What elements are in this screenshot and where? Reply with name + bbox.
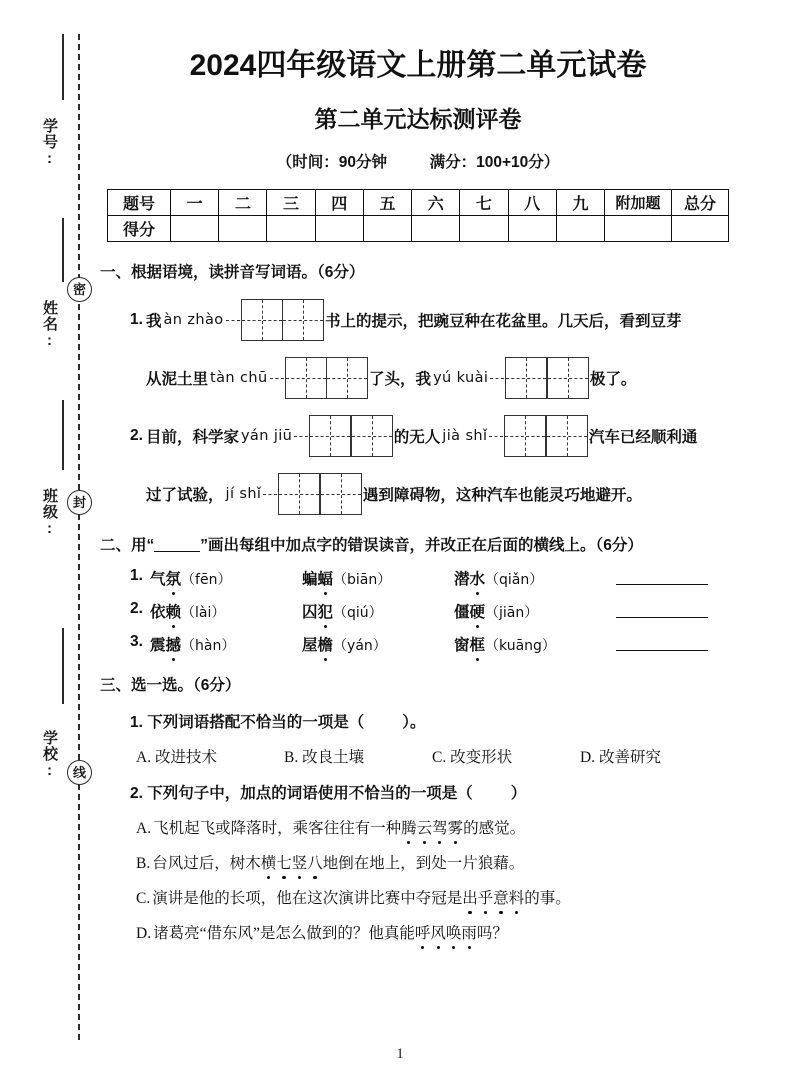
- seal-rule-1: [62, 34, 64, 100]
- section-two-heading-a: 二、用“: [100, 537, 155, 555]
- field-school[interactable]: 学校:: [41, 730, 58, 780]
- col-head-7: 七: [460, 190, 508, 216]
- col-head-total: 总分: [672, 190, 729, 216]
- pron-dotted-char: 氛: [166, 567, 182, 589]
- col-head-4: 四: [315, 190, 363, 216]
- option-b[interactable]: B. 改良土壤: [284, 749, 365, 767]
- option-label: B.: [136, 855, 151, 873]
- section-three-q2-stem: [100, 781, 736, 803]
- col-head-3: 三: [267, 190, 315, 216]
- q2-text-e: 遇到障碍物，这种汽车也能灵巧地避开。: [362, 487, 642, 505]
- q1-text-e: 极了。: [589, 371, 637, 389]
- seal-rule-3: [62, 400, 64, 470]
- pron-item[interactable]: [302, 600, 454, 622]
- leader-dash: [226, 320, 240, 321]
- leader-dash: [490, 378, 504, 379]
- option-a[interactable]: A. 改进技术: [136, 749, 217, 767]
- dotted-char: 腾: [401, 816, 417, 838]
- score-cell-4[interactable]: [315, 216, 363, 242]
- option-label: C.: [136, 890, 151, 908]
- tian-zi-ge-answer-box[interactable]: [504, 415, 588, 457]
- option-a[interactable]: [100, 816, 736, 838]
- pron-pinyin: （hàn）: [181, 638, 236, 655]
- section-three-q1-stem: [100, 710, 736, 732]
- seal-circle-mi: 密: [67, 277, 92, 302]
- pron-dotted-char: 檐: [318, 633, 334, 655]
- option-d[interactable]: [100, 921, 736, 943]
- pron-item[interactable]: [454, 567, 606, 589]
- option-post: 的感觉。: [463, 820, 526, 838]
- pron-pinyin: （kuāng）: [485, 638, 556, 655]
- exam-duration: （时间：90分钟: [276, 154, 387, 171]
- q1-pinyin-c: yú kuài: [433, 370, 489, 387]
- field-student-name[interactable]: 姓名:: [41, 300, 58, 350]
- pron-dotted-char: 框: [470, 633, 486, 655]
- tian-zi-ge-answer-box[interactable]: [505, 357, 589, 399]
- option-label: D.: [136, 925, 152, 943]
- exam-meta: [100, 150, 736, 172]
- page-subtitle: 第二单元达标测评卷: [314, 106, 522, 132]
- tian-zi-ge-answer-box[interactable]: [285, 357, 369, 399]
- q2-stem-a: 下列句子中，加点的词语使用不恰当的一项是（: [147, 785, 473, 803]
- leader-dash: [294, 436, 308, 437]
- score-cell-6[interactable]: [412, 216, 460, 242]
- page-number: 1: [396, 1046, 404, 1062]
- field-student-id[interactable]: 学号:: [41, 118, 58, 168]
- pron-dotted-char: 犯: [318, 600, 334, 622]
- dotted-char: 驾: [432, 816, 448, 838]
- pron-pre: 屋: [302, 637, 318, 655]
- q2-text-c: 汽车已经顺利通: [588, 429, 698, 447]
- exam-content: [100, 0, 736, 943]
- q2-pinyin-b: jià shǐ: [442, 428, 488, 445]
- pron-pinyin: （yán）: [333, 638, 387, 655]
- q1-stem-b: ）。: [402, 714, 426, 732]
- pron-item[interactable]: [302, 567, 454, 589]
- page-title: 2024四年级语文上册第二单元试卷: [189, 49, 647, 82]
- score-table: [107, 189, 729, 242]
- pron-pre: 震: [150, 637, 166, 655]
- option-dotted-idiom: [401, 820, 463, 837]
- question-number: 1.: [130, 714, 143, 732]
- table-row-scores: [108, 216, 729, 242]
- q2-text-a: 目前，科学家: [145, 429, 239, 447]
- pron-pinyin: （fēn）: [181, 572, 232, 589]
- dotted-char: 雾: [448, 816, 464, 838]
- exam-total-score: 满分：100+10分）: [429, 154, 560, 171]
- q2-text-d: 过了试验，: [146, 487, 224, 505]
- col-head-2: 二: [219, 190, 267, 216]
- score-cell-bonus[interactable]: [605, 216, 672, 242]
- score-cell-total[interactable]: [672, 216, 729, 242]
- option-post: 的事。: [524, 890, 571, 908]
- pron-item[interactable]: [302, 633, 454, 655]
- dotted-char: 唤: [446, 921, 462, 943]
- q1-text-a: 我: [145, 313, 162, 331]
- score-cell-5[interactable]: [363, 216, 411, 242]
- row-label-score: 得分: [108, 216, 171, 242]
- pron-pre: 窗: [454, 637, 470, 655]
- section-three-q1-options: [100, 745, 736, 767]
- option-pre: 飞机起飞或降落时，乘客往往有一种: [153, 820, 402, 838]
- question-number: 1.: [130, 311, 143, 329]
- seal-rule-2: [62, 218, 64, 282]
- pron-pre: 僵: [454, 604, 470, 622]
- section-two-heading-b: ”画出每组中加点字的错误读音，并改正在后面的横线上。（6分）: [200, 537, 643, 555]
- col-head-6: 六: [412, 190, 460, 216]
- col-head-8: 八: [508, 190, 556, 216]
- question-number: 2.: [130, 600, 143, 618]
- q2-text-b: 的无人: [393, 429, 441, 447]
- col-head-9: 九: [556, 190, 604, 216]
- q1-text-d: 了头，我: [369, 371, 432, 389]
- question-number: 2.: [130, 427, 143, 445]
- pron-pre: 蝙: [302, 571, 318, 589]
- question-number: 3.: [130, 633, 143, 651]
- dotted-char: 雨: [461, 921, 477, 943]
- pron-pre: 潜: [454, 571, 470, 589]
- seal-margin: [0, 0, 96, 1083]
- option-post: 地倒在地上，到处一片狼藉。: [322, 855, 525, 873]
- answer-line[interactable]: [616, 633, 708, 651]
- section-three-heading: 三、选一选。（6分）: [100, 677, 241, 695]
- option-pre: 演讲是他的长项，他在这次演讲比赛中夺冠是: [152, 890, 463, 908]
- pron-dotted-char: 硬: [470, 600, 486, 622]
- option-dotted-idiom: [462, 890, 524, 907]
- table-row-header: [108, 190, 729, 216]
- section-one-q2-line1: [100, 415, 736, 457]
- score-cell-2[interactable]: [219, 216, 267, 242]
- score-cell-9[interactable]: [556, 216, 604, 242]
- dotted-char: 出: [462, 886, 478, 908]
- dotted-char: 横: [261, 851, 277, 873]
- option-dotted-idiom: [415, 925, 477, 942]
- answer-line[interactable]: [616, 567, 708, 585]
- option-d[interactable]: D. 改善研究: [580, 749, 661, 767]
- section-one-q1-line2: [100, 357, 736, 399]
- leader-dash: [489, 436, 503, 437]
- pron-pinyin: （qiǎn）: [485, 572, 544, 589]
- q2-pinyin-c: jí shǐ: [225, 486, 262, 503]
- q1-pinyin-a: àn zhào: [163, 312, 224, 329]
- leader-dash: [263, 494, 277, 495]
- score-cell-1[interactable]: [171, 216, 219, 242]
- q1-text-c: 从泥土里: [146, 371, 209, 389]
- pron-pre: 依: [150, 604, 166, 622]
- row-label-question-no: 题号: [108, 190, 171, 216]
- score-cell-8[interactable]: [508, 216, 556, 242]
- col-head-5: 五: [363, 190, 411, 216]
- pron-pre: 气: [150, 571, 166, 589]
- option-pre: 诸葛亮“借东风”是怎么做到的？他真能: [153, 925, 415, 943]
- option-dotted-idiom: [261, 855, 323, 872]
- option-post: 吗？: [476, 925, 508, 943]
- col-head-1: 一: [171, 190, 219, 216]
- col-head-bonus: 附加题: [605, 190, 672, 216]
- tian-zi-ge-answer-box[interactable]: [278, 473, 362, 515]
- dotted-char: 云: [417, 816, 433, 838]
- dotted-char: 料: [509, 886, 525, 908]
- dotted-char: 呼: [415, 921, 431, 943]
- section-two-heading: [100, 536, 736, 556]
- pron-item[interactable]: [454, 633, 606, 655]
- question-number: 2.: [130, 785, 143, 803]
- dotted-char: 八: [307, 851, 323, 873]
- pron-pinyin: （biān）: [333, 572, 392, 589]
- q1-pinyin-b: tàn chū: [210, 370, 268, 387]
- q1-stem-a: 下列词语搭配不恰当的一项是（: [147, 714, 365, 732]
- score-cell-3[interactable]: [267, 216, 315, 242]
- seal-circle-xian: 线: [67, 760, 92, 785]
- pron-row: [100, 600, 736, 622]
- pron-pre: 囚: [302, 604, 318, 622]
- section-one-heading: 一、根据语境，读拼音写词语。（6分）: [100, 264, 365, 281]
- pron-item[interactable]: [150, 567, 302, 589]
- dotted-char: 风: [430, 921, 446, 943]
- section-one-q2-line2: [100, 473, 736, 515]
- option-pre: 台风过后，树木: [152, 855, 261, 873]
- q2-stem-b: ）: [510, 785, 527, 803]
- option-b[interactable]: [100, 851, 736, 873]
- pron-pinyin: （qiú）: [333, 605, 383, 622]
- leader-dash: [270, 378, 284, 379]
- heading-underline: [154, 551, 200, 552]
- pron-dotted-char: 水: [470, 567, 486, 589]
- pron-pinyin: （lài）: [181, 605, 226, 622]
- answer-line[interactable]: [616, 600, 708, 618]
- tian-zi-ge-answer-box[interactable]: [241, 299, 325, 341]
- score-cell-7[interactable]: [460, 216, 508, 242]
- dotted-char: 意: [493, 886, 509, 908]
- pron-item[interactable]: [454, 600, 606, 622]
- pron-dotted-char: 蝠: [318, 567, 334, 589]
- q1-text-b: 书上的提示，把豌豆种在花盆里。几天后，看到豆芽: [325, 313, 682, 331]
- q2-pinyin-a: yán jiū: [240, 428, 293, 445]
- question-number: 1.: [130, 567, 143, 585]
- seal-dashed-line: [78, 34, 80, 1040]
- dotted-char: 七: [276, 851, 292, 873]
- dotted-char: 竖: [292, 851, 308, 873]
- field-class[interactable]: 班级:: [41, 488, 58, 538]
- pron-item[interactable]: [150, 600, 302, 622]
- pron-pinyin: （jiān）: [485, 605, 539, 622]
- pron-dotted-char: 赖: [166, 600, 182, 622]
- tian-zi-ge-answer-box[interactable]: [309, 415, 393, 457]
- pron-row: [100, 633, 736, 655]
- pron-row: [100, 567, 736, 589]
- seal-rule-4: [62, 628, 64, 704]
- dotted-char: 乎: [478, 886, 494, 908]
- option-label: A.: [136, 820, 152, 838]
- option-c[interactable]: [100, 886, 736, 908]
- seal-circle-feng: 封: [67, 490, 92, 515]
- option-c[interactable]: C. 改变形状: [432, 749, 513, 767]
- pron-item[interactable]: [150, 633, 302, 655]
- section-one-q1-line1: [100, 299, 736, 341]
- pron-dotted-char: 撼: [166, 633, 182, 655]
